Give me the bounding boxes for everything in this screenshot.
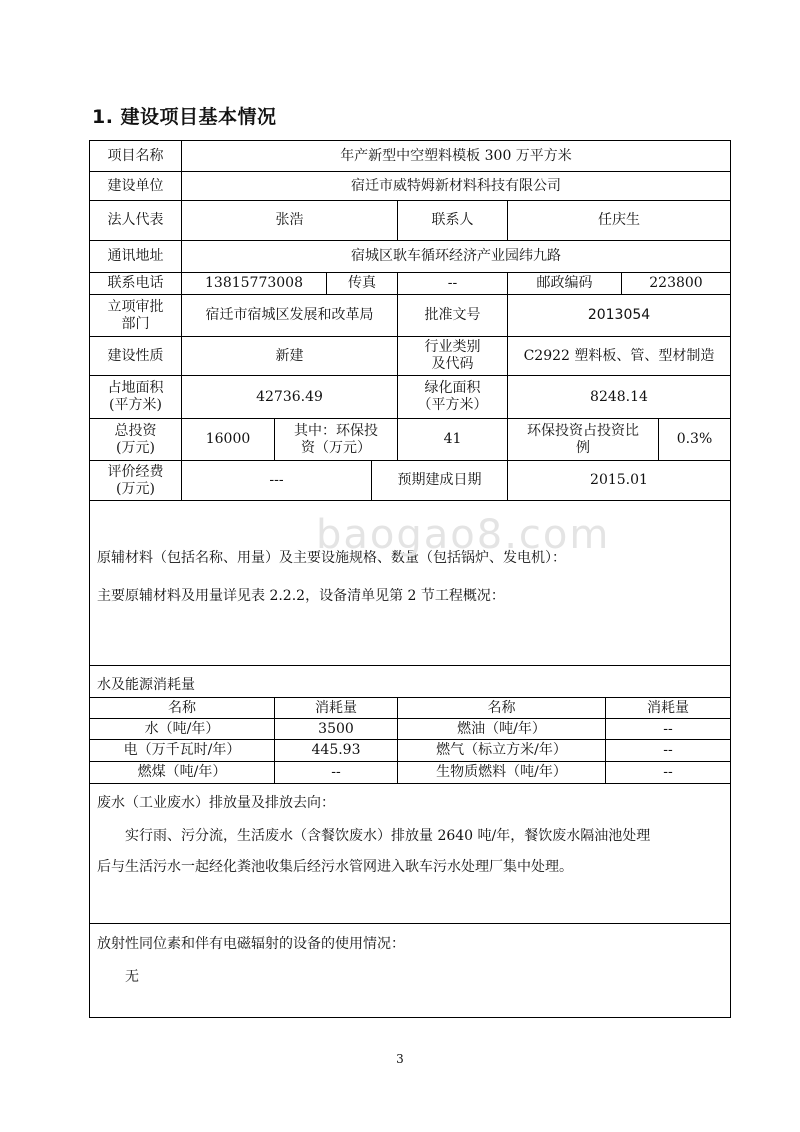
industry-code: C2922 塑料板、管、型材制造 — [523, 347, 715, 364]
phone-number: 13815773008 — [205, 275, 303, 291]
env-invest-label-line1: 其中：环保投 — [294, 422, 378, 439]
energy-row-3-amount: -- — [331, 764, 341, 780]
approval-dept-label-line1: 立项审批 — [107, 298, 164, 315]
nature-label: 建设性质 — [107, 347, 164, 364]
materials-heading: 原辅材料（包括名称、用量）及主要设施规格、数量（包括锅炉、发电机）： — [97, 550, 566, 566]
address: 宿城区耿车循环经济产业园纬九路 — [351, 248, 561, 264]
energy-row-1-amount: 3500 — [318, 720, 354, 737]
total-investment: 16000 — [205, 431, 251, 447]
build-date-label: 预期建成日期 — [397, 472, 482, 488]
area-label-line2: (平方米) — [109, 397, 162, 413]
unit-label: 建设单位 — [107, 177, 164, 194]
green-label-line1: 绿化面积 — [424, 380, 481, 396]
page-number: 3 — [396, 1052, 404, 1066]
eval-fee-label-line2: (万元) — [116, 480, 155, 497]
wastewater-text-line2: 后与生活污水一起经化粪池收集后经污水管网进入耿车污水处理厂集中处理。 — [97, 859, 573, 875]
industry-label-line1: 行业类别 — [424, 339, 481, 355]
project-name: 年产新型中空塑料模板 300 万平方米 — [340, 147, 572, 164]
legal-rep-label: 法人代表 — [107, 212, 164, 228]
approval-no-label: 批准文号 — [424, 307, 481, 323]
energy-row-3-name: 燃煤（吨/年） — [137, 764, 227, 780]
invest-label — [90, 419, 181, 460]
radiation-heading: 放射性同位素和伴有电磁辐射的设备的使用情况： — [97, 936, 405, 952]
eval-fee: --- — [269, 472, 284, 488]
energy-header-amount-2: 消耗量 — [647, 699, 689, 716]
energy-row-1-amount-2: -- — [663, 720, 673, 737]
energy-header-name-1: 名称 — [168, 699, 196, 716]
energy-row-2-name-2: 燃气（标立方米/年） — [436, 742, 567, 758]
invest-label-line1: 总投资 — [114, 422, 157, 439]
land-area: 42736.49 — [256, 388, 323, 405]
project-name-label: 项目名称 — [107, 147, 164, 164]
invest-label-line2: (万元) — [116, 439, 155, 456]
env-ratio-label-line2: 例 — [576, 439, 590, 456]
energy-row-1-name: 水（吨/年） — [144, 720, 220, 737]
green-area-label — [398, 376, 507, 418]
section-title: 1. 建设项目基本情况 — [92, 106, 277, 128]
energy-row-3-amount-2: -- — [663, 764, 673, 780]
construction-unit: 宿迁市威特姆新材料科技有限公司 — [351, 177, 561, 194]
materials-text: 主要原辅材料及用量详见表 2.2.2，设备清单见第 2 节工程概况： — [97, 588, 505, 604]
energy-header-name-2: 名称 — [487, 699, 516, 716]
energy-row-1-name-2: 燃油（吨/年） — [457, 720, 546, 737]
fax-label: 传真 — [348, 275, 376, 291]
energy-row-3-name-2: 生物质燃料（吨/年） — [436, 764, 567, 780]
build-date: 2015.01 — [590, 472, 648, 488]
green-label-line2: （平方米） — [417, 397, 488, 413]
env-investment: 41 — [443, 431, 462, 447]
approval-dept-label — [90, 295, 181, 336]
approval-dept-label-line2: 部门 — [121, 315, 150, 332]
postcode: 223800 — [649, 275, 703, 291]
energy-row-2-amount-2: -- — [663, 742, 673, 758]
env-invest-label — [275, 419, 397, 460]
eval-fee-label-line1: 评价经费 — [107, 463, 164, 480]
contact-person: 任庆生 — [598, 212, 640, 228]
construction-nature: 新建 — [275, 347, 304, 364]
fax-value: -- — [447, 275, 458, 291]
energy-header-amount-1: 消耗量 — [315, 699, 357, 716]
postcode-label: 邮政编码 — [536, 275, 593, 291]
industry-label — [398, 337, 507, 375]
phone-label: 联系电话 — [107, 275, 164, 291]
wastewater-heading: 废水（工业废水）排放量及排放去向： — [97, 795, 335, 811]
approval-no: 2013054 — [587, 307, 651, 323]
energy-heading: 水及能源消耗量 — [97, 677, 195, 693]
contact-label: 联系人 — [431, 212, 474, 228]
energy-row-2-name: 电（万千瓦时/年） — [123, 742, 241, 758]
eval-fee-label — [90, 461, 181, 500]
watermark: baogao8.com — [316, 512, 611, 558]
area-label — [90, 376, 181, 418]
address-label: 通讯地址 — [107, 248, 164, 264]
legal-rep: 张浩 — [275, 212, 304, 228]
approval-dept: 宿迁市宿城区发展和改革局 — [205, 307, 374, 323]
area-label-line1: 占地面积 — [107, 380, 164, 396]
env-invest-label-line2: 资（万元） — [301, 439, 371, 456]
env-ratio: 0.3% — [676, 431, 713, 447]
basic-info-table — [89, 140, 731, 1018]
wastewater-text-line1: 实行雨、污分流，生活废水（含餐饮废水）排放量 2640 吨/年，餐饮废水隔油池处理 — [125, 828, 651, 844]
industry-label-line2: 及代码 — [431, 356, 474, 372]
env-ratio-label — [508, 419, 658, 460]
energy-row-2-amount: 445.93 — [311, 742, 361, 758]
env-ratio-label-line1: 环保投资占投资比 — [527, 422, 639, 439]
radiation-value: 无 — [125, 969, 139, 985]
green-area: 8248.14 — [590, 388, 648, 405]
